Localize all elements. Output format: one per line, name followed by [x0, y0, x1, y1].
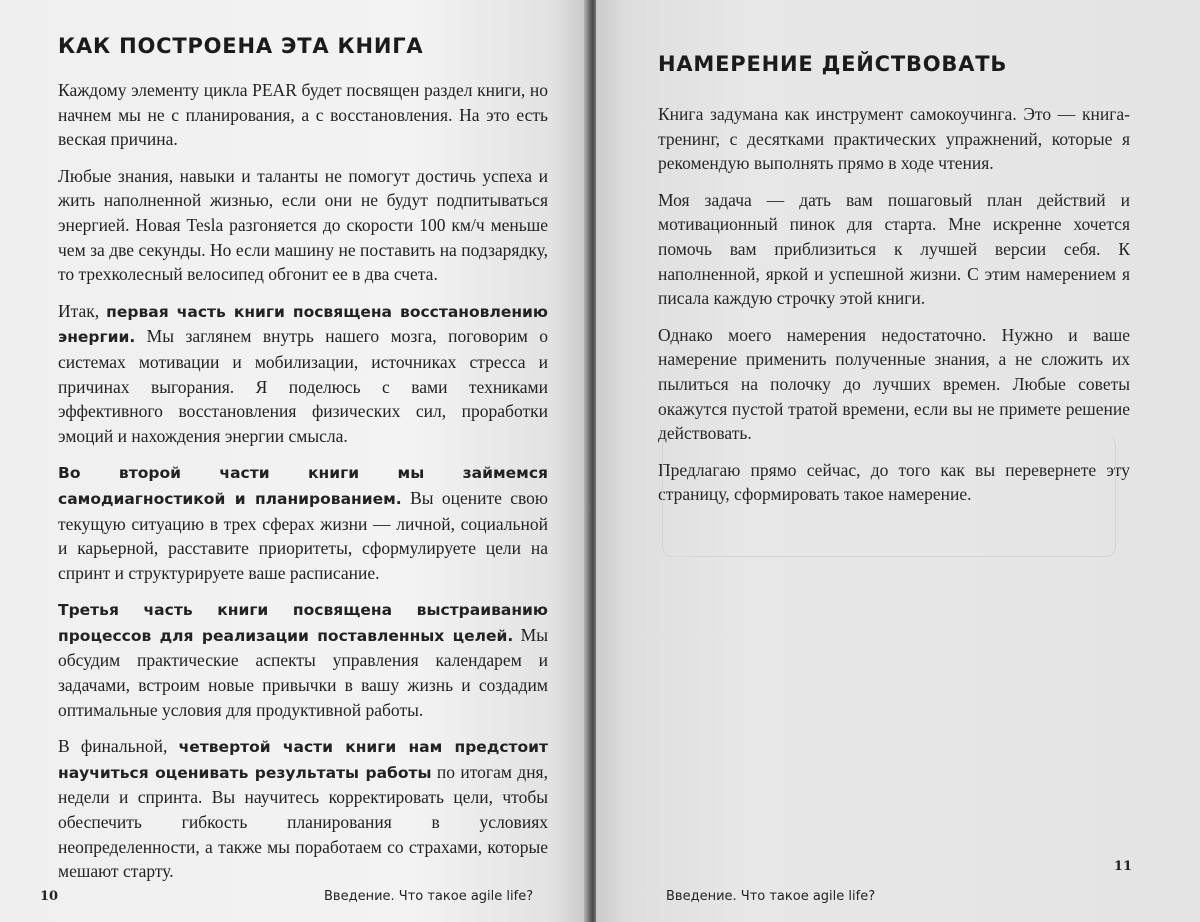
paragraph-text: Книга задумана как инструмент самокоучинга. Это — книга-тренинг, с десятками практических упражнений, которые я рекомендую выполнять прямо в ходе чтения.	[658, 104, 1130, 174]
show-through-box	[662, 436, 1116, 557]
paragraph-text: Однако моего намерения недостаточно. Нужно и ваше намерение применить полученные знания, а не сложить их пылиться на полочку до лучших времен. Любые советы окажутся пустой тратой времени, если вы не примете решение действовать.	[658, 324, 1130, 444]
body-paragraph	[658, 323, 1130, 446]
body-paragraph	[58, 78, 548, 152]
right-page-heading: НАМЕРЕНИЕ ДЕЙСТВОВАТЬ	[658, 52, 1008, 76]
right-running-head: Введение. Что такое agile life?	[666, 889, 876, 904]
left-page-heading: КАК ПОСТРОЕНА ЭТА КНИГА	[58, 34, 424, 58]
left-page-number: 10	[40, 889, 59, 904]
body-paragraph	[58, 299, 548, 449]
body-paragraph	[58, 597, 548, 722]
bold-text: Третья часть книги посвящена выстраиванию процессов для реализации поставленных целей.	[58, 601, 548, 645]
paragraph-text: по итогам дня, недели и спринта. Вы научитесь корректировать цели, чтобы обеспечить гибкость планирования в условиях неопределенности, а также мы поработаем со страхами, которые мешают старту.	[58, 761, 548, 882]
paragraph-text: Предлагаю прямо сейчас, до того как вы перевернете эту страницу, сформировать такое намерение.	[658, 459, 1130, 505]
body-paragraph	[658, 102, 1130, 176]
paragraph-text: Итак,	[58, 300, 107, 321]
paragraph-text: В финальной,	[58, 736, 179, 757]
left-page-body	[58, 78, 548, 884]
paragraph-text: Мы заглянем внутрь нашего мозга, поговорим о системах мотивации и мобилизации, источниках стресса и причинах выгорания. Я поделюсь с вами техниками эффективного восстановления физических сил, проработки эмоций и нахождения энергии смысла.	[58, 326, 548, 446]
paragraph-text: Мы обсудим практические аспекты управления календарем и задачами, встроим новые привычки в вашу жизнь и создадим оптимальные условия для продуктивной работы.	[58, 624, 548, 720]
right-page-number: 11	[1113, 859, 1132, 874]
body-paragraph	[658, 188, 1130, 311]
paragraph-text: Вы оцените свою текущую ситуацию в трех сферах жизни — личной, социальной и карьерной, расставите приоритеты, сформулируете цели на спринт и структурируете ваше расписание.	[58, 487, 548, 583]
body-paragraph	[58, 460, 548, 585]
left-running-head: Введение. Что такое agile life?	[324, 889, 534, 904]
body-paragraph	[58, 164, 548, 287]
right-page	[596, 0, 1200, 922]
paragraph-text: Любые знания, навыки и таланты не помогут достичь успеха и жить наполненной жизнью, если они не будут подпитываться энергией. Новая Tesla разгоняется до скорости 100 км/ч меньше чем за две секунды. Но если машину не поставить на подзарядку, то трехколесный велосипед обгонит ее в два счета.	[58, 165, 548, 285]
bold-text: четвертой части книги нам предстоит научиться оценивать результаты работы	[58, 738, 548, 782]
left-page	[0, 0, 588, 922]
paragraph-text: Каждому элементу цикла PEAR будет посвящен раздел книги, но начнем мы не с планирования, а с восстановления. На это есть веская причина.	[58, 80, 548, 150]
bold-text: первая часть книги посвящена восстановлению энергии.	[58, 302, 548, 347]
bold-text: Во второй части книги мы займемся самодиагностикой и планированием.	[58, 464, 548, 508]
body-paragraph	[58, 734, 548, 884]
paragraph-text: Моя задача — дать вам пошаговый план действий и мотивационный пинок для старта. Мне искренне хочется помочь вам приблизиться к лучшей версии себя. К наполненной, яркой и успешной жизни. С этим намерением я писала каждую строчку этой книги.	[658, 189, 1130, 309]
